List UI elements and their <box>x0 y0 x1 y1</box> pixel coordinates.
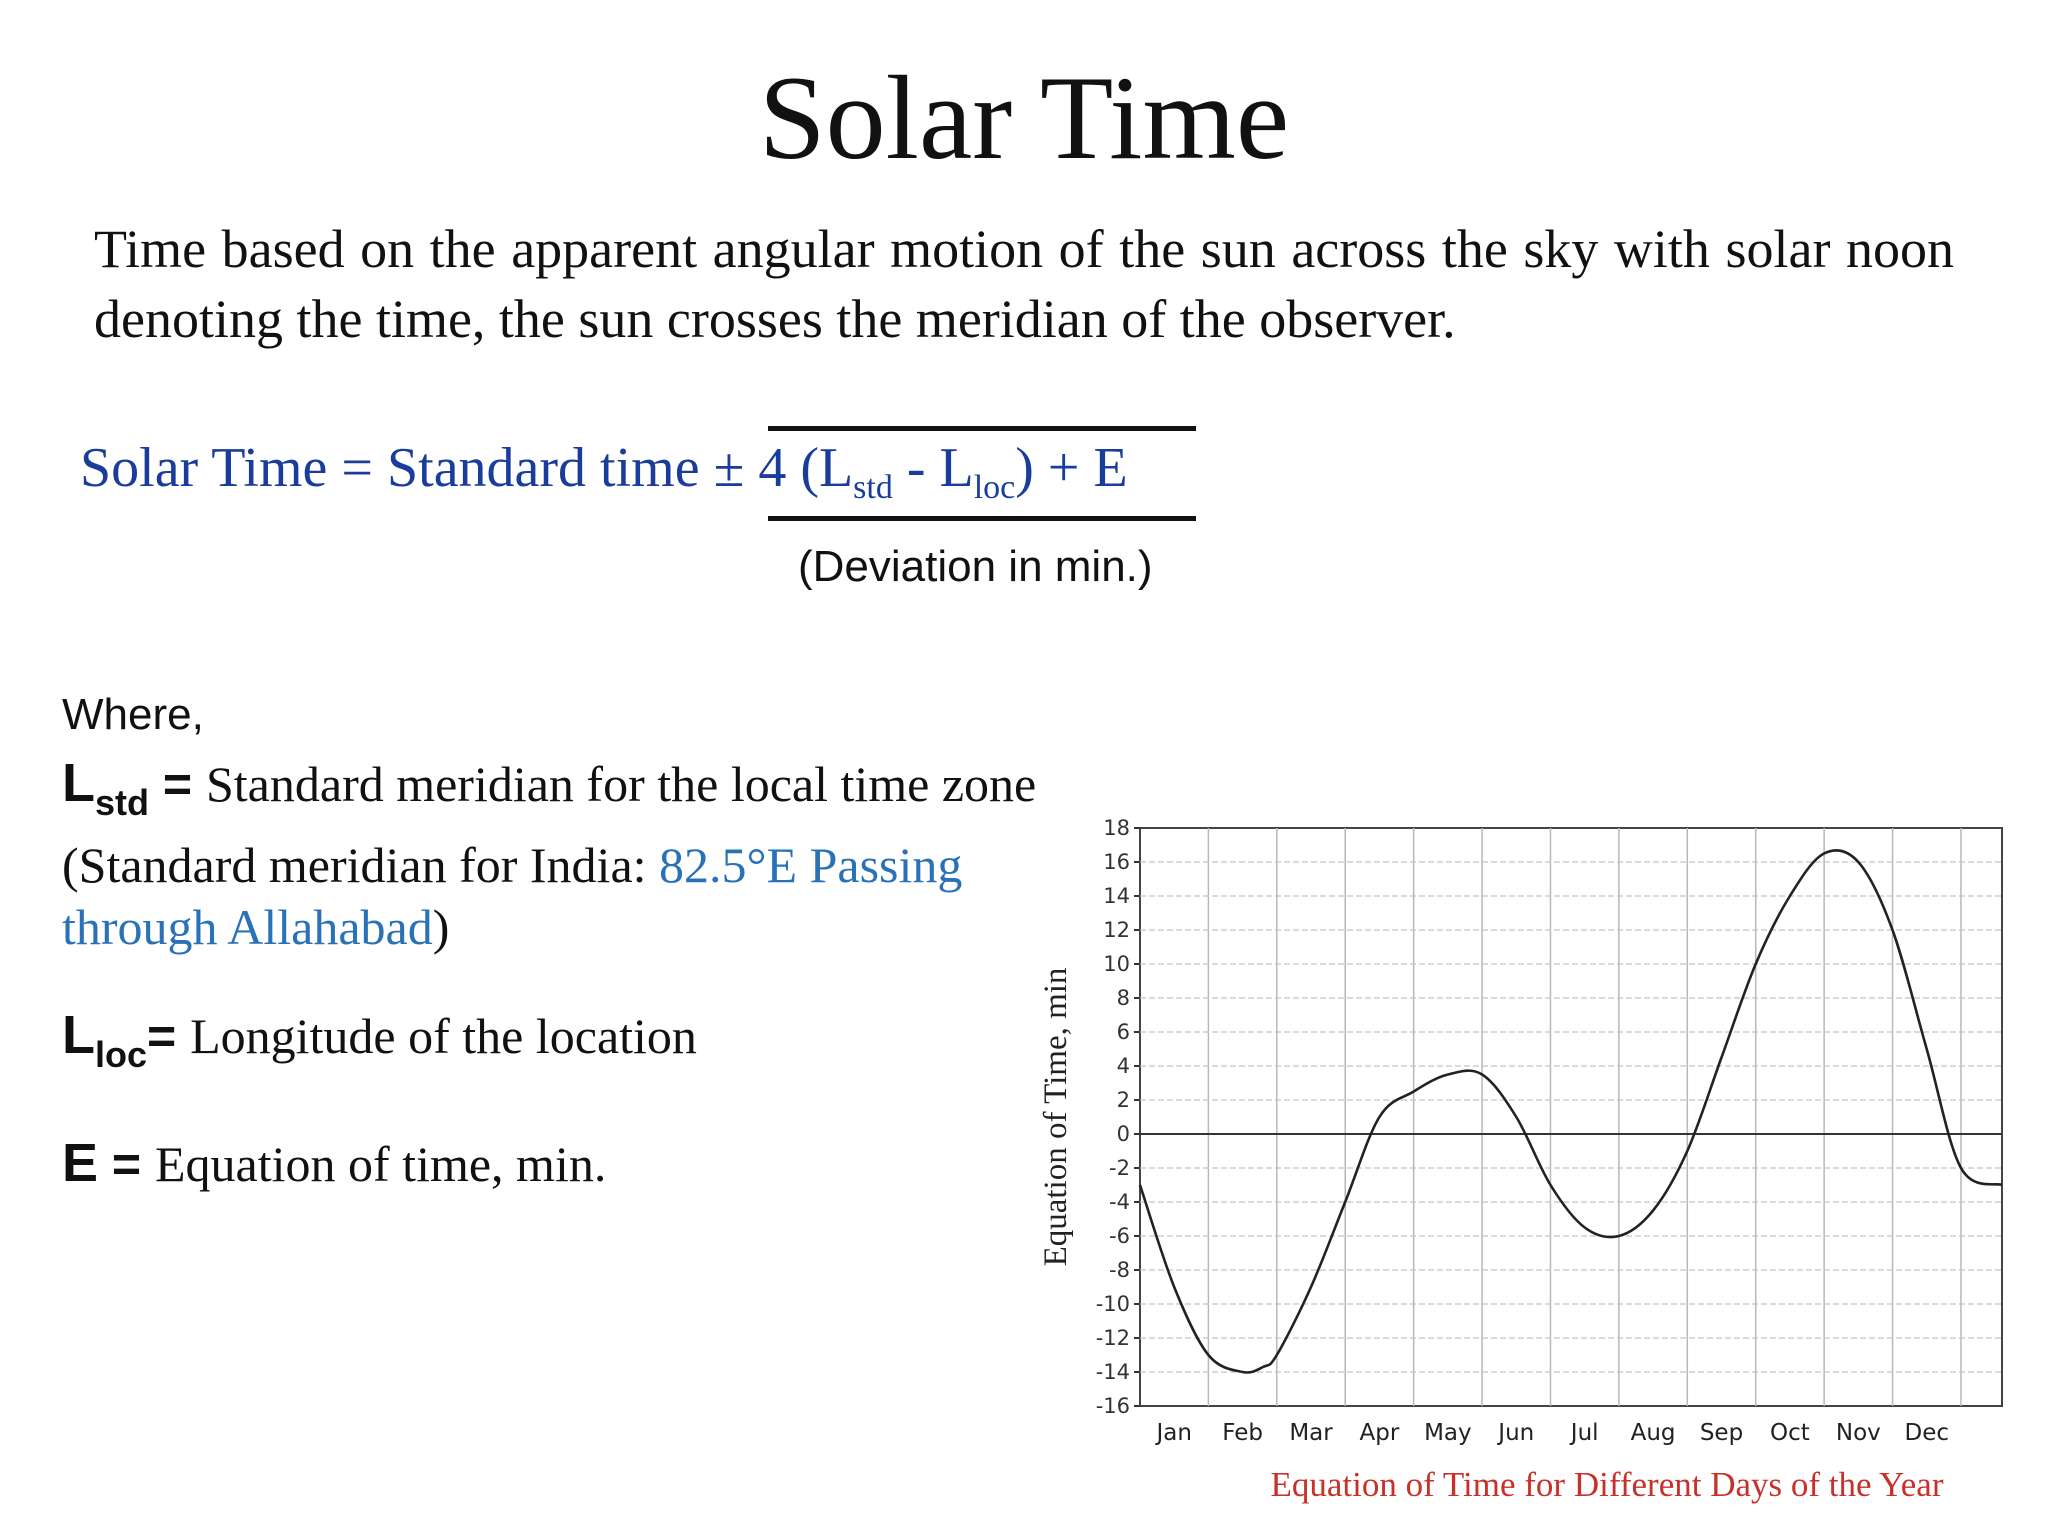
india-meridian-link[interactable]: 82.5°E Passing through Allahabad <box>62 837 963 955</box>
e-equals: = <box>98 1136 156 1192</box>
lstd-text: Standard meridian for the local time zone <box>205 756 1037 812</box>
y-tick-label: -12 <box>1095 1326 1130 1350</box>
y-tick-label: 2 <box>1116 1088 1130 1112</box>
y-tick-label: -4 <box>1109 1190 1130 1214</box>
definition-lstd <box>62 752 1102 958</box>
e-text: Equation of time, min. <box>155 1136 607 1192</box>
equation-of-time-chart <box>1020 812 2020 1512</box>
formula-part-2: - L <box>892 437 974 499</box>
lstd-symbol-letter: L <box>62 753 95 813</box>
india-suffix: ) <box>432 899 450 955</box>
y-tick-label: 4 <box>1116 1054 1130 1078</box>
x-tick-label: Jan <box>1156 1420 1192 1446</box>
y-tick-label: -6 <box>1109 1224 1130 1248</box>
lstd-symbol-sub: std <box>95 782 149 823</box>
y-tick-label: 16 <box>1103 850 1130 874</box>
x-tick-label: Mar <box>1289 1420 1333 1446</box>
y-tick-label: 12 <box>1103 918 1130 942</box>
solar-time-formula <box>80 436 1128 507</box>
x-tick-label: Jun <box>1498 1420 1535 1446</box>
formula-part-3: ) + E <box>1015 437 1128 499</box>
x-tick-label: Dec <box>1904 1420 1950 1446</box>
where-label: Where, <box>62 690 204 739</box>
intro-paragraph: Time based on the apparent angular motion of the sun across the sky with solar noon denoting the time, the sun crosses the meridian of the observer. <box>94 219 1954 349</box>
x-tick-label: Apr <box>1359 1420 1400 1446</box>
lloc-symbol <box>62 1005 148 1075</box>
x-tick-label: Oct <box>1770 1420 1810 1446</box>
definition-e <box>62 1132 606 1195</box>
formula-bottom-rule <box>768 516 1196 521</box>
y-tick-label: -2 <box>1109 1156 1130 1180</box>
lstd-symbol <box>62 753 149 823</box>
y-tick-label: -8 <box>1109 1258 1130 1282</box>
lstd-equals: = <box>149 756 206 812</box>
y-tick-label: 14 <box>1103 884 1130 908</box>
plot-area <box>1140 828 2002 1406</box>
india-prefix: (Standard meridian for India: <box>62 837 660 893</box>
formula-sub-std: std <box>853 469 893 506</box>
x-tick-label: Nov <box>1835 1420 1881 1446</box>
y-tick-label: 8 <box>1116 986 1130 1010</box>
y-tick-label: -14 <box>1095 1360 1130 1384</box>
y-tick-label: 10 <box>1103 952 1130 976</box>
y-tick-label: -16 <box>1095 1394 1130 1418</box>
x-tick-label: Sep <box>1699 1420 1744 1446</box>
lloc-equals: = <box>147 1008 191 1064</box>
chart-title: Equation of Time for Different Days of the Year <box>1270 1465 1944 1504</box>
y-tick-label: 6 <box>1116 1020 1130 1044</box>
e-symbol: E <box>62 1133 99 1193</box>
formula-sub-loc: loc <box>973 469 1016 506</box>
formula-top-rule <box>768 426 1196 431</box>
y-tick-label: -10 <box>1095 1292 1130 1316</box>
x-tick-label: May <box>1424 1420 1472 1446</box>
definition-lloc <box>62 1004 697 1086</box>
y-tick-label: 18 <box>1103 816 1130 840</box>
x-tick-label: Aug <box>1630 1420 1676 1446</box>
deviation-note: (Deviation in min.) <box>798 542 1153 591</box>
y-tick-label: 0 <box>1116 1122 1130 1146</box>
slide-title: Solar Time <box>758 51 1290 184</box>
lloc-symbol-letter: L <box>62 1005 95 1065</box>
x-tick-label: Feb <box>1222 1420 1263 1446</box>
lloc-text: Longitude of the location <box>190 1008 697 1064</box>
x-tick-label: Jul <box>1570 1420 1599 1446</box>
y-axis-label: Equation of Time, min <box>1038 967 1074 1267</box>
lloc-symbol-sub: loc <box>95 1034 148 1075</box>
formula-part-1: Solar Time = Standard time ± 4 (L <box>80 437 854 499</box>
